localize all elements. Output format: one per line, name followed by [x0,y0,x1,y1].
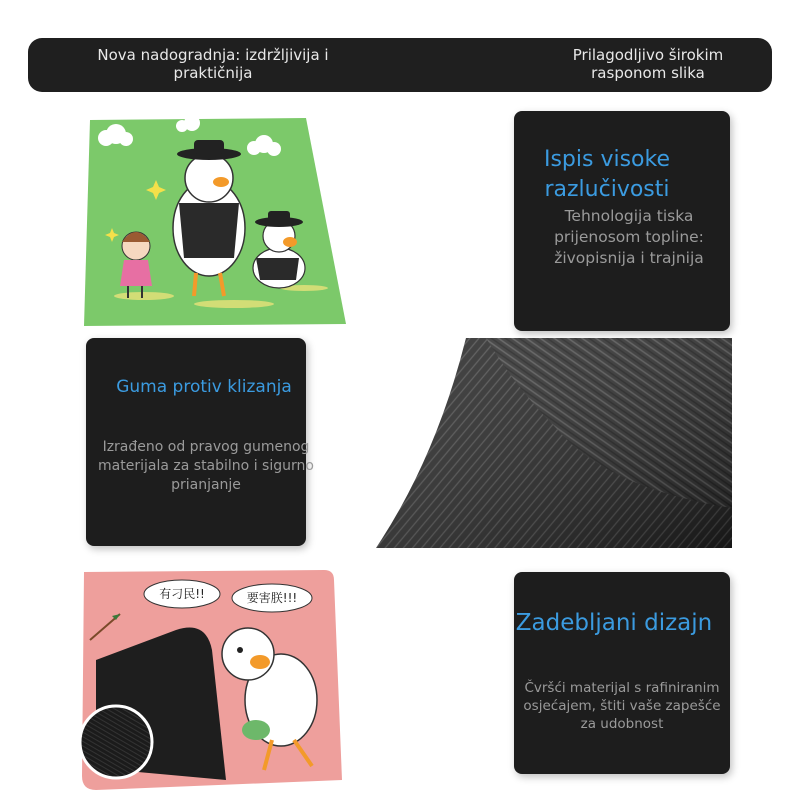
print-feature-title: Ispis visoke razlučivosti [543,147,671,202]
green-mousepad-image [84,118,348,328]
speech-bubble-right [232,584,312,612]
thickness-feature-description: Čvršći materijal s rafiniranim osjećajem, štiti vaše zapešće za udobnost [523,680,721,732]
svg-text:有刁民!!: 有刁民!! [159,587,205,601]
banner-right-text: Prilagodljivo širokim rasponom slika [572,46,724,82]
svg-text:要害朕!!!: 要害朕!!! [246,591,298,605]
print-feature-card [514,111,730,331]
print-feature-description: Tehnologija tiska prijenosom topline: živopisnija i trajnija [554,207,704,267]
pink-mousepad-image [76,570,342,790]
rubber-feature-card [86,338,314,546]
banner-left-text: Nova nadogradnja: izdržljivija i praktičnija [97,46,329,82]
top-banner [28,38,772,92]
speech-bubble-left [144,580,220,608]
rubber-feature-description: Izrađeno od pravog gumenog materijala za stabilno i sigurno prianjanje [98,439,314,493]
rubber-feature-title: Guma protiv klizanja [116,377,292,397]
thickness-feature-card [514,572,730,774]
thickness-feature-title: Zadebljani dizajn [515,610,713,636]
fabric-texture-image [376,338,732,548]
